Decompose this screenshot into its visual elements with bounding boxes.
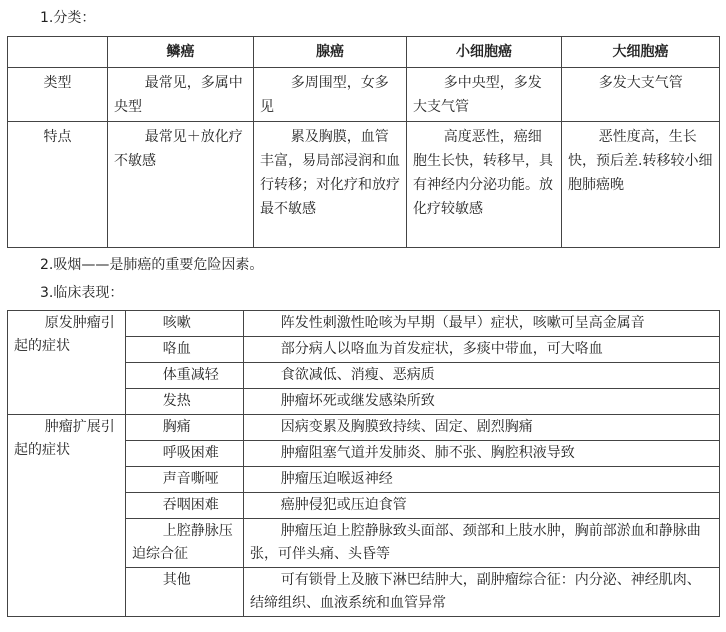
symptom-group: 肿瘤扩展引起的症状: [8, 415, 126, 617]
symptom-name: 发热: [126, 389, 244, 415]
table-cell: 最常见＋放化疗不敏感: [108, 122, 254, 248]
table-cell: 多发大支气管: [562, 68, 720, 122]
table-row: [8, 311, 720, 337]
classification-header-row: [8, 37, 720, 68]
symptom-description: 癌肿侵犯或压迫食管: [244, 493, 720, 519]
section-heading-clinical: 3.临床表现：: [40, 285, 124, 301]
symptom-description: 阵发性刺激性呛咳为早期（最早）症状，咳嗽可呈高金属音: [244, 311, 720, 337]
table-row: [8, 415, 720, 441]
symptom-name: 体重减轻: [126, 363, 244, 389]
table-cell: 恶性度高，生长快，预后差.转移较小细胞肺癌晚: [562, 122, 720, 248]
table-cell: 高度恶性，癌细胞生长快，转移早，具有神经内分泌功能。放化疗较敏感: [407, 122, 562, 248]
symptom-description: 肿瘤坏死或继发感染所致: [244, 389, 720, 415]
symptom-group: 原发肿瘤引起的症状: [8, 311, 126, 415]
symptom-name: 声音嘶哑: [126, 467, 244, 493]
symptom-description: 肿瘤阻塞气道并发肺炎、肺不张、胸腔积液导致: [244, 441, 720, 467]
symptom-description: 食欲减低、消瘦、恶病质: [244, 363, 720, 389]
table-row: [8, 68, 720, 122]
symptom-description: 可有锁骨上及腋下淋巴结肿大，副肿瘤综合征：内分泌、神经肌肉、结缔组织、血液系统和血管异常: [244, 568, 720, 617]
symptom-description: 因病变累及胸膜致持续、固定、剧烈胸痛: [244, 415, 720, 441]
table-cell: 多中央型，多发大支气管: [407, 68, 562, 122]
symptom-name: 胸痛: [126, 415, 244, 441]
header-blank: [8, 37, 108, 68]
symptom-name: 咳嗽: [126, 311, 244, 337]
symptom-name: 吞咽困难: [126, 493, 244, 519]
header-adeno: 腺癌: [254, 37, 407, 68]
symptom-description: 部分病人以咯血为首发症状，多痰中带血，可大咯血: [244, 337, 720, 363]
symptom-name: 咯血: [126, 337, 244, 363]
header-squamous: 鳞癌: [108, 37, 254, 68]
symptom-description: 肿瘤压迫上腔静脉致头面部、颈部和上肢水肿，胸前部淤血和静脉曲张，可伴头痛、头昏等: [244, 519, 720, 568]
classification-table: [7, 36, 720, 248]
table-cell: 最常见，多属中央型: [108, 68, 254, 122]
row-label-type: 类型: [8, 68, 108, 122]
symptom-name: 呼吸困难: [126, 441, 244, 467]
section-heading-classification: 1.分类：: [40, 10, 96, 26]
header-large-cell: 大细胞癌: [562, 37, 720, 68]
table-row: [8, 122, 720, 248]
header-small-cell: 小细胞癌: [407, 37, 562, 68]
table-cell: 多周围型，女多见: [254, 68, 407, 122]
symptom-description: 肿瘤压迫喉返神经: [244, 467, 720, 493]
clinical-table: [7, 310, 720, 617]
table-cell: 累及胸膜，血管丰富，易局部浸润和血行转移；对化疗和放疗最不敏感: [254, 122, 407, 248]
row-label-features: 特点: [8, 122, 108, 248]
symptom-name: 上腔静脉压迫综合征: [126, 519, 244, 568]
section-heading-smoking: 2.吸烟——是肺癌的重要危险因素。: [40, 257, 264, 273]
symptom-name: 其他: [126, 568, 244, 617]
